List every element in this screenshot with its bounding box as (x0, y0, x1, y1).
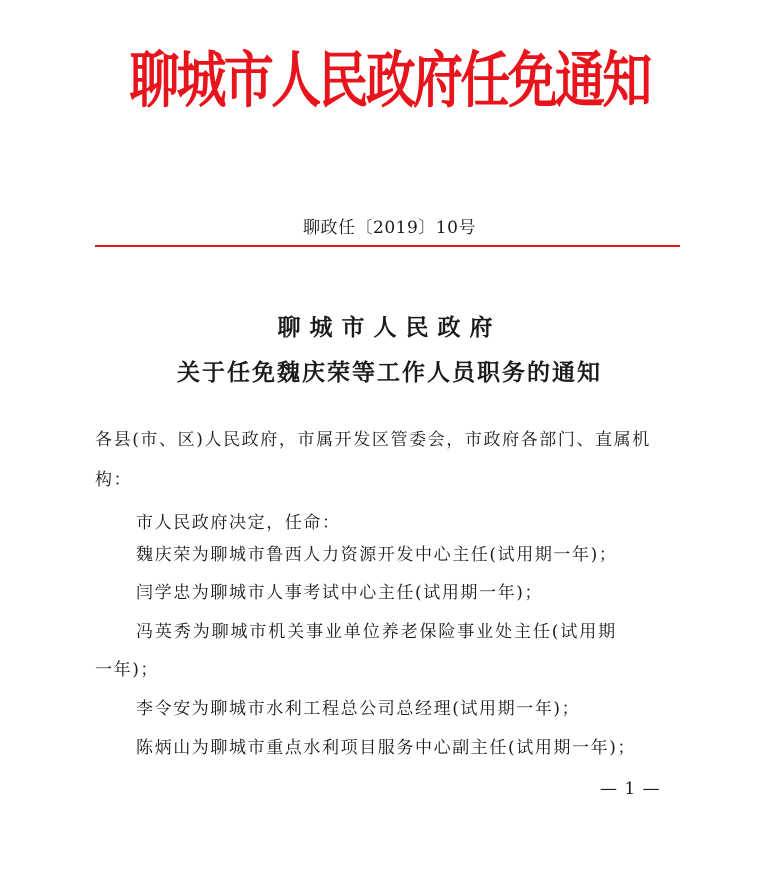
addressee-line: 各县(市、区)人民政府，市属开发区管委会，市政府各部门、直属机 (95, 430, 651, 450)
addressee-line: 构： (95, 470, 133, 490)
appointment-item: 冯英秀为聊城市机关事业单位养老保险事业处主任(试用期 (136, 622, 618, 642)
decision-intro: 市人民政府决定，任命： (136, 513, 341, 533)
appointment-item-continued: 一年)； (95, 660, 160, 680)
appointment-item: 李令安为聊城市水利工程总公司总经理(试用期一年)； (136, 699, 581, 719)
appointment-item: 陈炳山为聊城市重点水利项目服务中心副主任(试用期一年)； (136, 738, 637, 758)
page-number: — 1 — (600, 779, 661, 799)
document-number: 聊政任〔2019〕10号 (303, 218, 476, 238)
masthead-title: 聊城市人民政府任免通知 (129, 44, 650, 116)
notice-title: 关于任免魏庆荣等工作人员职务的通知 (177, 359, 602, 386)
issuer-title: 聊城市人民政府 (277, 314, 502, 341)
appointment-item: 闫学忠为聊城市人事考试中心主任(试用期一年)； (136, 583, 544, 603)
appointment-item: 魏庆荣为聊城市鲁西人力资源开发中心主任(试用期一年)； (136, 545, 618, 565)
red-divider (95, 245, 680, 247)
